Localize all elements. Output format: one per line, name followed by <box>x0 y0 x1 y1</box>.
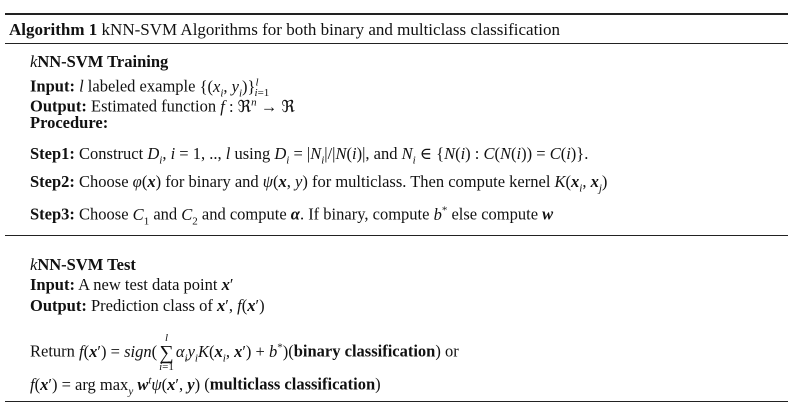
training-input-label: Input: <box>30 76 75 96</box>
step3-text-b: and <box>153 204 178 224</box>
formula-function: f : ℜ$^n$ → ℜ <box>220 96 295 116</box>
step1-line <box>30 144 588 170</box>
formula-labeled-set: {($x_i$, $y_i)\}^l_{i=1}$ <box>199 76 270 99</box>
step2-text-a: Choose <box>79 172 129 191</box>
formula-psi: ψ(x, y) <box>262 172 308 191</box>
step1-text-a: Construct <box>79 144 144 163</box>
algorithm-label: Algorithm 1 <box>9 20 98 39</box>
step2-label: Step2: <box>30 172 75 191</box>
step3-text-a: Choose <box>79 204 129 224</box>
test-heading-text: NN-SVM Test <box>37 255 136 274</box>
step3-text-c: and compute <box>201 204 287 224</box>
return-line: Return f(x′) = sign( l ∑ i=1 $\alpha_iy_iK(x_i$, x′) + b*)(binary classification) or <box>30 331 459 373</box>
or-word: or <box>445 341 459 361</box>
training-output-label: Output: <box>30 96 87 116</box>
return-word: Return <box>30 341 75 361</box>
algorithm-header <box>9 20 560 40</box>
formula-w: w <box>542 204 554 224</box>
formula-xprime: x′ <box>221 275 234 294</box>
algorithm-title: kNN-SVM Algorithms for both binary and multiclass classification <box>101 20 561 39</box>
test-input-text: A new test data point <box>78 275 218 294</box>
step3-text-d: . If binary, compute <box>299 204 430 224</box>
formula-multiclass: f(x′) = arg $\max_y w^t\psi(x'$, y) <box>30 374 201 397</box>
test-input-line <box>30 275 233 295</box>
training-heading-text: NN-SVM Training <box>37 52 169 71</box>
formula-alpha: α <box>290 204 300 224</box>
step1-text-b: using <box>234 144 271 163</box>
bottom-rule <box>5 401 788 402</box>
step2-text-c: for multiclass. Then compute kernel <box>311 172 551 191</box>
binary-label: binary classification <box>293 341 436 361</box>
training-output-text: Estimated function <box>90 96 217 116</box>
summation-symbol: l ∑ i=1 <box>159 331 174 373</box>
test-output-label: Output: <box>30 296 87 315</box>
test-heading: kNN-SVM Test <box>30 255 136 274</box>
step3-label: Step3: <box>30 204 75 224</box>
formula-phi: φ(x) <box>132 172 162 191</box>
formula-di-def: $D_i = |N_i|/|N(i)|$ <box>274 144 366 167</box>
formula-kernel: $K(x_i$, $x_j$) <box>554 172 608 195</box>
step2-text-b: for binary and <box>165 172 259 191</box>
formula-di-range: $D_i$, i = 1, .., l <box>147 144 231 167</box>
step2-line <box>30 172 607 198</box>
procedure-line <box>30 113 108 133</box>
step3-line <box>30 200 553 231</box>
training-input-text: labeled example <box>87 76 196 96</box>
test-output-text: Prediction class of <box>90 296 213 315</box>
top-rule <box>5 13 788 15</box>
middle-rule <box>5 235 788 236</box>
formula-pred: x′, f(x′) <box>217 296 265 315</box>
header-rule <box>5 43 788 44</box>
multiclass-label: multiclass classification <box>209 374 376 394</box>
formula-ni-def: $N_i$ ∈ {N(i) : C(N(i)) = C(i)}. <box>401 144 589 167</box>
training-heading: kNN-SVM Training <box>30 52 169 71</box>
test-input-label: Input: <box>30 275 75 294</box>
procedure-label: Procedure: <box>30 113 109 132</box>
formula-binary: f(x′) = sign( l ∑ i=1 $\alpha_iy_iK(x_i$, x′) + b*) <box>79 331 289 373</box>
step1-text-c: , and <box>365 144 398 163</box>
formula-c1: $C_1$ <box>132 204 150 227</box>
training-input-line: Input: l labeled example {($x_i$, $y_i)\}^l_{i=1}$ <box>30 76 270 99</box>
test-output-line <box>30 296 265 316</box>
step3-text-e: else compute <box>451 204 539 224</box>
formula-c2: $C_2$ <box>181 204 198 227</box>
step1-label: Step1: <box>30 144 75 163</box>
multiclass-line: f(x′) = arg $\max_y w^t\psi(x'$, y) (multiclass classification) <box>30 374 381 397</box>
formula-bstar: b* <box>433 204 448 224</box>
